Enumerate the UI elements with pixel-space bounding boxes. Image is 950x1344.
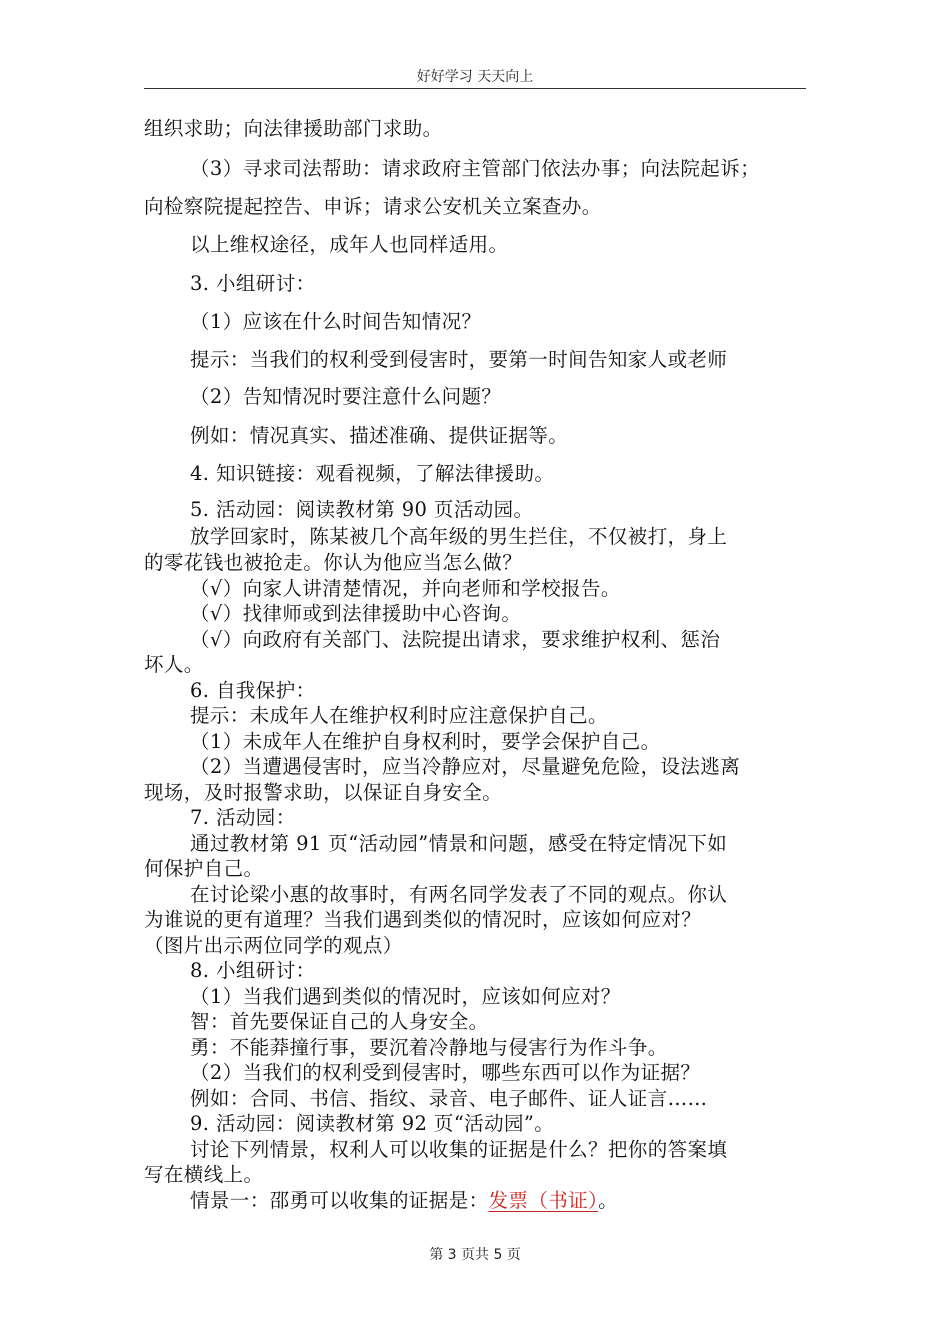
text-line: 何保护自己。 [144, 857, 264, 880]
text-line: 勇：不能莽撞行事，要沉着冷静地与侵害行为作斗争。 [190, 1036, 668, 1059]
text-line: 提示：未成年人在维护权利时应注意保护自己。 [190, 704, 608, 727]
text-line: 在讨论梁小惠的故事时，有两名同学发表了不同的观点。你认 [190, 883, 728, 906]
text-line: 例如：情况真实、描述准确、提供证据等。 [190, 424, 569, 447]
text-line: 讨论下列情景，权利人可以收集的证据是什么？把你的答案填 [190, 1138, 728, 1161]
answer-text: 发票（书证） [488, 1189, 599, 1212]
text-line: （图片出示两位同学的观点） [144, 934, 403, 957]
text-line: 放学回家时，陈某被几个高年级的男生拦住，不仅被打，身上 [190, 525, 728, 548]
text-line: （√）向政府有关部门、法院提出请求，要求维护权利、惩治 [190, 628, 721, 651]
section-heading: 4. 知识链接：观看视频，了解法律援助。 [190, 462, 555, 485]
text-line: 写在横线上。 [144, 1163, 264, 1186]
text-line: 提示：当我们的权利受到侵害时，要第一时间告知家人或老师 [190, 348, 728, 371]
page-number: 第 3 页共 5 页 [429, 1247, 521, 1263]
text-line: （1）应该在什么时间告知情况？ [190, 310, 482, 333]
text-line: （2）当遭遇侵害时，应当冷静应对，尽量避免危险，设法逃离 [190, 755, 741, 778]
text-line: 通过教材第 91 页“活动园”情景和问题，感受在特定情况下如 [190, 832, 728, 855]
section-heading: 3. 小组研讨： [190, 272, 316, 295]
section-heading: 7. 活动园： [190, 806, 296, 829]
text-line: 坏人。 [144, 653, 204, 676]
text-line: 为谁说的更有道理？当我们遇到类似的情况时，应该如何应对？ [144, 908, 702, 931]
section-heading: 9. 活动园：阅读教材第 92 页“活动园”。 [190, 1112, 555, 1135]
text-line: （1）未成年人在维护自身权利时，要学会保护自己。 [190, 730, 661, 753]
text-line: 智：首先要保证自己的人身安全。 [190, 1010, 489, 1033]
text-line: （1）当我们遇到类似的情况时，应该如何应对？ [190, 985, 621, 1008]
page-header: 好好学习 天天向上 [416, 69, 534, 85]
answer-line [190, 1188, 870, 1214]
text-line: 现场，及时报警求助，以保证自身安全。 [144, 781, 503, 804]
text-line: 向检察院提起控告、申诉；请求公安机关立案查办。 [144, 195, 602, 218]
text-line: 以上维权途径，成年人也同样适用。 [190, 233, 509, 256]
answer-prompt: 情景一：邵勇可以收集的证据是： [190, 1189, 489, 1212]
section-heading: 5. 活动园：阅读教材第 90 页活动园。 [190, 498, 534, 521]
section-heading: 6. 自我保护： [190, 679, 316, 702]
section-heading: 8. 小组研讨： [190, 959, 316, 982]
text-line: （2）当我们的权利受到侵害时，哪些东西可以作为证据？ [190, 1061, 701, 1084]
text-line: （2）告知情况时要注意什么问题？ [190, 385, 502, 408]
text-line: 的零花钱也被抢走。你认为他应当怎么做？ [144, 551, 523, 574]
text-line: 组织求助；向法律援助部门求助。 [144, 117, 443, 140]
text-line: （√）找律师或到法律援助中心咨询。 [190, 602, 522, 625]
answer-suffix: 。 [598, 1189, 619, 1212]
text-line: （√）向家人讲清楚情况，并向老师和学校报告。 [190, 577, 621, 600]
header-divider [144, 88, 806, 89]
text-line: 例如：合同、书信、指纹、录音、电子邮件、证人证言…… [190, 1087, 708, 1110]
text-line: （3）寻求司法帮助：请求政府主管部门依法办事；向法院起诉； [190, 157, 761, 180]
